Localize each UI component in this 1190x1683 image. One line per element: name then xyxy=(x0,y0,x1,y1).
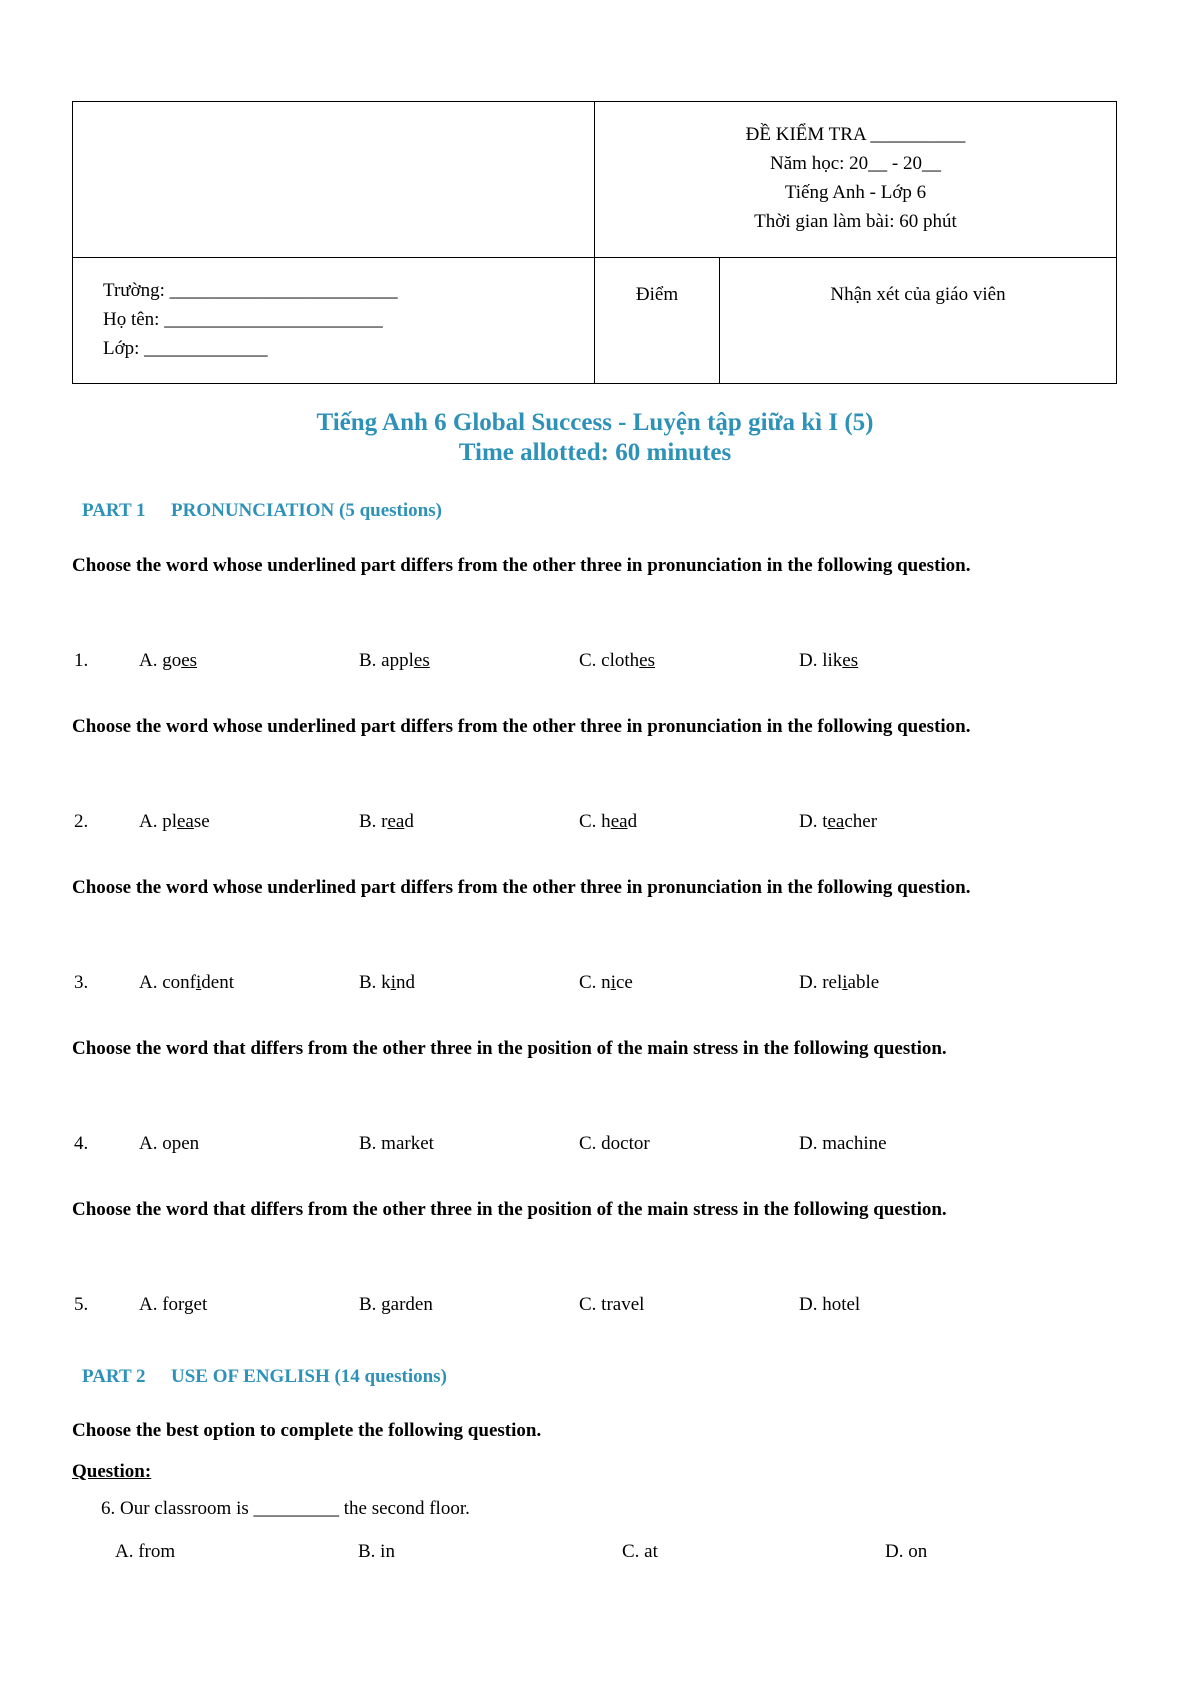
q6-option-d[interactable]: D. on xyxy=(885,1541,928,1562)
option-text: B. market xyxy=(359,1133,434,1154)
underlined-part: ea xyxy=(387,811,405,832)
q4-option-b[interactable] xyxy=(359,1133,434,1155)
option-text-rest: se xyxy=(193,811,210,832)
question-2-row xyxy=(74,811,1074,837)
question-number: 5. xyxy=(74,1294,89,1315)
option-text: C. doctor xyxy=(579,1133,650,1154)
option-text-rest: nd xyxy=(395,972,415,993)
option-text: A. pl xyxy=(139,811,177,832)
option-text: B. garden xyxy=(359,1294,433,1315)
class-field: Lớp: _____________ xyxy=(103,338,268,359)
underlined-part: i xyxy=(842,972,848,993)
part2-number: PART 2 xyxy=(82,1366,146,1387)
exam-time: Thời gian làm bài: 60 phút xyxy=(754,211,957,232)
score-label: Điểm xyxy=(635,284,679,305)
option-text-rest: d xyxy=(627,811,638,832)
underlined-part: i xyxy=(390,972,396,993)
part2-name: USE OF ENGLISH (14 questions) xyxy=(171,1366,447,1387)
question-4-instruction: Choose the word that differs from the other three in the position of the main stress in the following question. xyxy=(72,1038,947,1059)
question-1-instruction: Choose the word whose underlined part differs from the other three in pronunciation in the following question. xyxy=(72,555,971,576)
comment-label: Nhận xét của giáo viên xyxy=(830,284,1006,305)
school-year: Năm học: 20__ - 20__ xyxy=(770,153,941,174)
option-text: A. forget xyxy=(139,1294,208,1315)
question-label: Question: xyxy=(72,1461,152,1482)
option-text: A. go xyxy=(139,650,182,671)
part2-heading xyxy=(82,1366,447,1388)
exam-title: ĐỀ KIỂM TRA __________ xyxy=(745,124,966,145)
underlined-part: es xyxy=(842,650,859,671)
q2-option-d[interactable] xyxy=(799,811,877,833)
q2-option-c[interactable] xyxy=(579,811,637,833)
q4-option-a[interactable] xyxy=(139,1133,199,1155)
option-text-rest: able xyxy=(847,972,880,993)
q1-option-d[interactable] xyxy=(799,650,858,672)
q3-option-c[interactable] xyxy=(579,972,633,994)
question-number: 1. xyxy=(74,650,89,671)
option-text: D. t xyxy=(799,811,828,832)
question-1-row xyxy=(74,650,1074,676)
part1-number: PART 1 xyxy=(82,500,146,521)
option-text: B. k xyxy=(359,972,391,993)
exam-info-cell xyxy=(595,102,1117,258)
option-text-rest: dent xyxy=(201,972,234,993)
q5-option-c[interactable] xyxy=(579,1294,644,1316)
q6-option-a[interactable]: A. from xyxy=(115,1541,176,1562)
question-6-options xyxy=(115,1541,1015,1567)
q4-option-c[interactable] xyxy=(579,1133,650,1155)
comment-cell xyxy=(720,258,1117,384)
option-text-rest: ce xyxy=(615,972,633,993)
score-cell xyxy=(595,258,720,384)
underlined-part: es xyxy=(639,650,655,671)
question-6-text: 6. Our classroom is _________ the second floor. xyxy=(101,1498,470,1519)
underlined-part: i xyxy=(195,972,202,993)
q3-option-d[interactable] xyxy=(799,972,879,994)
underlined-part: ea xyxy=(610,811,628,832)
option-text: C. cloth xyxy=(579,650,640,671)
underlined-part: ea xyxy=(827,811,845,832)
question-4-row xyxy=(74,1133,1074,1159)
q6-option-c[interactable]: C. at xyxy=(622,1541,658,1562)
question-3-row xyxy=(74,972,1074,998)
option-text: D. lik xyxy=(799,650,843,671)
q5-option-b[interactable] xyxy=(359,1294,433,1316)
option-text: D. rel xyxy=(799,972,843,993)
document-title xyxy=(0,408,1190,468)
underlined-part: i xyxy=(610,972,616,993)
option-text: A. conf xyxy=(139,972,196,993)
part2-instruction: Choose the best option to complete the following question. xyxy=(72,1420,542,1441)
question-3-instruction: Choose the word whose underlined part differs from the other three in pronunciation in the following question. xyxy=(72,877,971,898)
q2-option-a[interactable] xyxy=(139,811,210,833)
title-line-1: Tiếng Anh 6 Global Success - Luyện tập giữa kì I (5) xyxy=(316,409,874,436)
underlined-part: es xyxy=(181,650,198,671)
option-text: B. appl xyxy=(359,650,414,671)
blank-header-cell xyxy=(73,102,595,258)
school-field: Trường: ________________________ xyxy=(103,280,398,301)
option-text-rest: d xyxy=(404,811,414,832)
q3-option-b[interactable] xyxy=(359,972,415,994)
underlined-part: es xyxy=(413,650,430,671)
option-text: A. open xyxy=(139,1133,200,1154)
exam-header-table xyxy=(72,101,1117,384)
q5-option-a[interactable] xyxy=(139,1294,207,1316)
q4-option-d[interactable] xyxy=(799,1133,887,1155)
title-line-2: Time allotted: 60 minutes xyxy=(458,439,732,466)
question-number: 2. xyxy=(74,811,89,832)
q1-option-b[interactable] xyxy=(359,650,430,672)
option-text: B. r xyxy=(359,811,388,832)
option-text: C. travel xyxy=(579,1294,645,1315)
option-text: D. hotel xyxy=(799,1294,861,1315)
q3-option-a[interactable] xyxy=(139,972,234,994)
question-5-row xyxy=(74,1294,1074,1320)
subject: Tiếng Anh - Lớp 6 xyxy=(784,182,927,203)
name-field: Họ tên: _______________________ xyxy=(103,309,383,330)
part1-name: PRONUNCIATION (5 questions) xyxy=(171,500,442,521)
option-text: C. n xyxy=(579,972,611,993)
part1-heading xyxy=(82,500,442,522)
question-number: 3. xyxy=(74,972,89,993)
q6-option-b[interactable]: B. in xyxy=(358,1541,395,1562)
question-5-instruction: Choose the word that differs from the other three in the position of the main stress in the following question. xyxy=(72,1199,947,1220)
q2-option-b[interactable] xyxy=(359,811,414,833)
q5-option-d[interactable] xyxy=(799,1294,860,1316)
student-info-cell xyxy=(73,258,595,384)
option-text: C. h xyxy=(579,811,611,832)
question-2-instruction: Choose the word whose underlined part differs from the other three in pronunciation in the following question. xyxy=(72,716,971,737)
underlined-part: ea xyxy=(177,811,194,832)
option-text-rest: cher xyxy=(844,811,878,832)
option-text: D. machine xyxy=(799,1133,887,1154)
question-number: 4. xyxy=(74,1133,89,1154)
q1-option-a[interactable] xyxy=(139,650,197,672)
q1-option-c[interactable] xyxy=(579,650,655,672)
